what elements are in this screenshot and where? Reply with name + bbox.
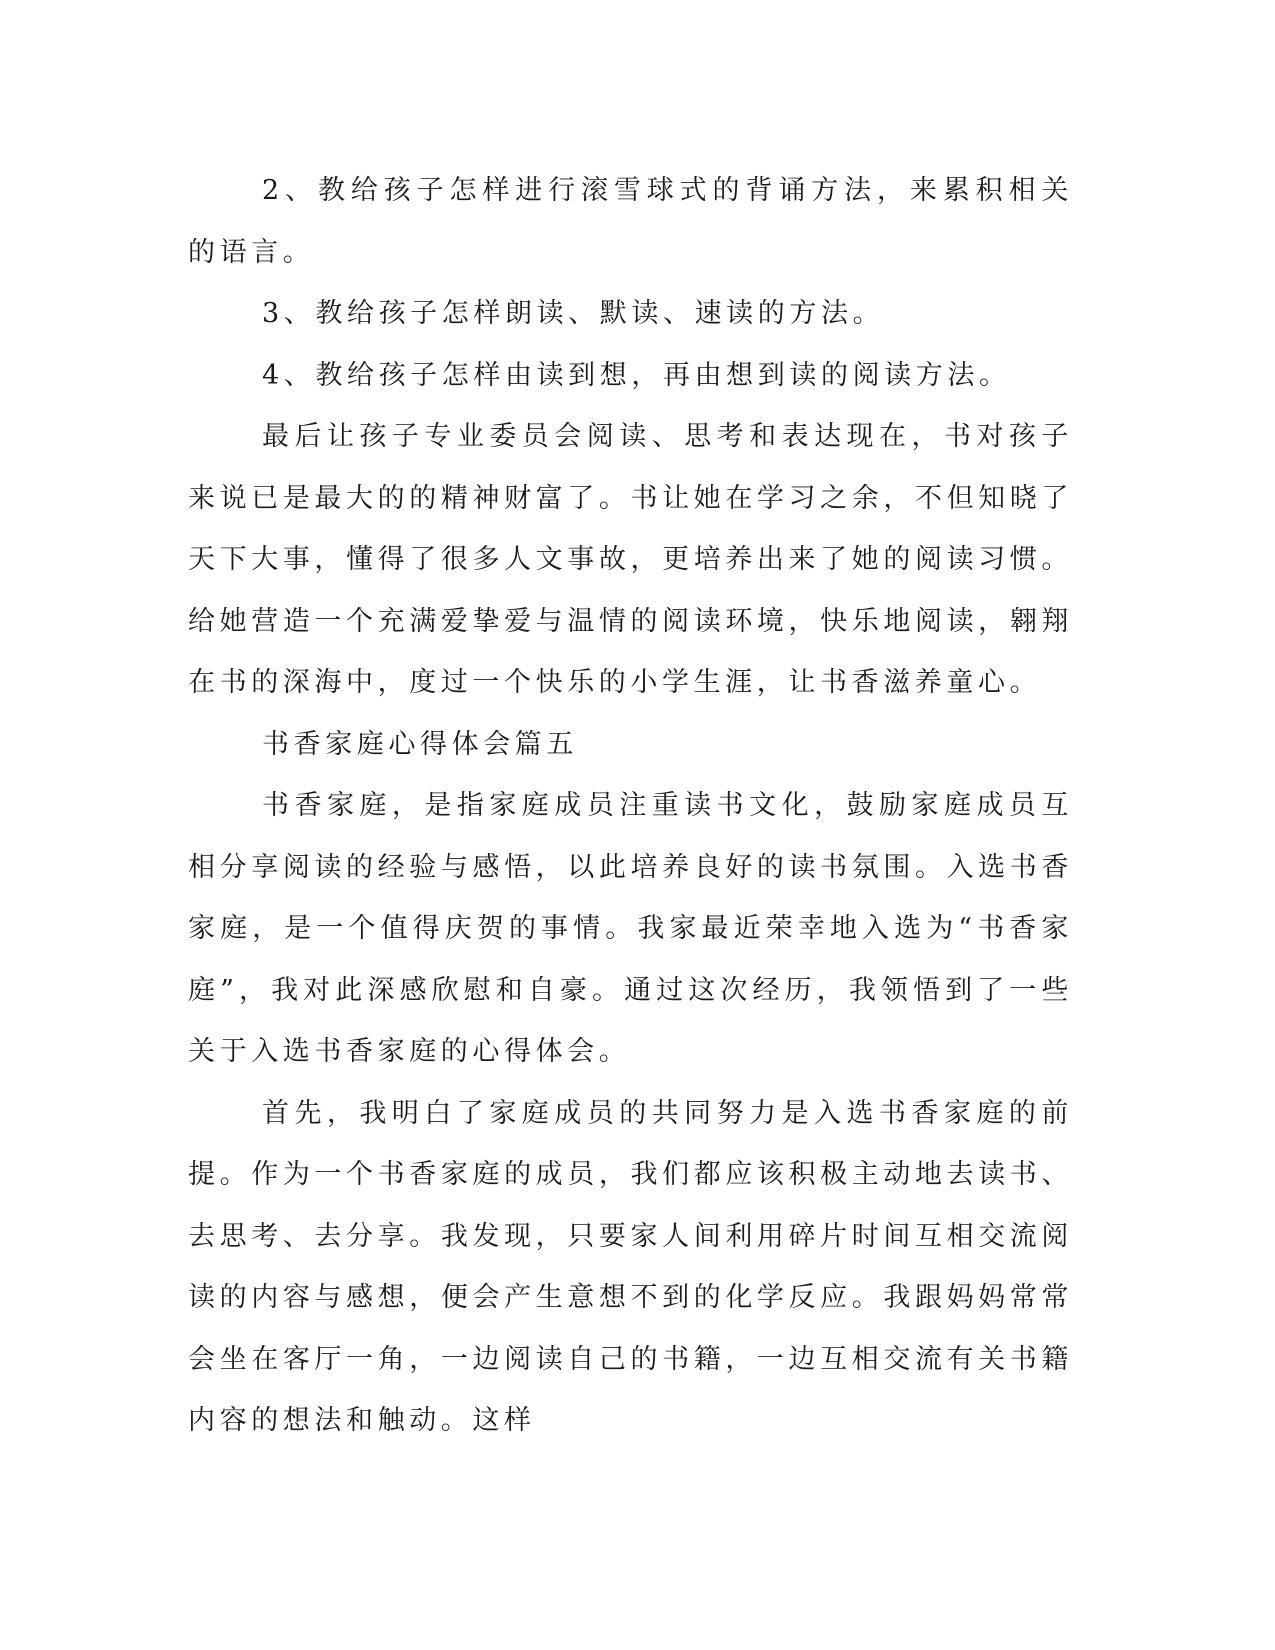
paragraph-method-2: 2、教给孩子怎样进行滚雪球式的背诵方法，来累积相关的语言。	[188, 175, 1073, 268]
paragraph-conclusion: 最后让孩子专业委员会阅读、思考和表达现在，书对孩子来说已是最大的的精神财富了。书让她在学习之余，不但知晓了天下大事，懂得了很多人文事故，更培养出来了她的阅读习惯。给她营造一个充满爱挚爱与温情的阅读环境，快乐地阅读，翱翔在书的深海中，度过一个快乐的小学生涯，让书香滋养童心。	[188, 421, 1073, 698]
paragraph-first-point: 首先，我明白了家庭成员的共同努力是入选书香家庭的前提。作为一个书香家庭的成员，我们都应该积极主动地去读书、去思考、去分享。我发现，只要家人间利用碎片时间互相交流阅读的内容与感想，便会产生意想不到的化学反应。我跟妈妈常常会坐在客厅一角，一边阅读自己的书籍，一边互相交流有关书籍内容的想法和触动。这样	[188, 1097, 1073, 1436]
document-body	[188, 160, 1073, 1452]
paragraph-method-3: 3、教给孩子怎样朗读、默读、速读的方法。	[262, 298, 885, 329]
section-heading: 书香家庭心得体会篇五	[262, 728, 578, 760]
paragraph-intro: 书香家庭，是指家庭成员注重读书文化，鼓励家庭成员互相分享阅读的经验与感悟，以此培养良好的读书氛围。入选书香家庭，是一个值得庆贺的事情。我家最近荣幸地入选为“书香家庭”，我对此深感欣慰和自豪。通过这次经历，我领悟到了一些关于入选书香家庭的心得体会。	[188, 790, 1073, 1067]
paragraph-method-4: 4、教给孩子怎样由读到想，再由想到读的阅读方法。	[262, 359, 1011, 391]
